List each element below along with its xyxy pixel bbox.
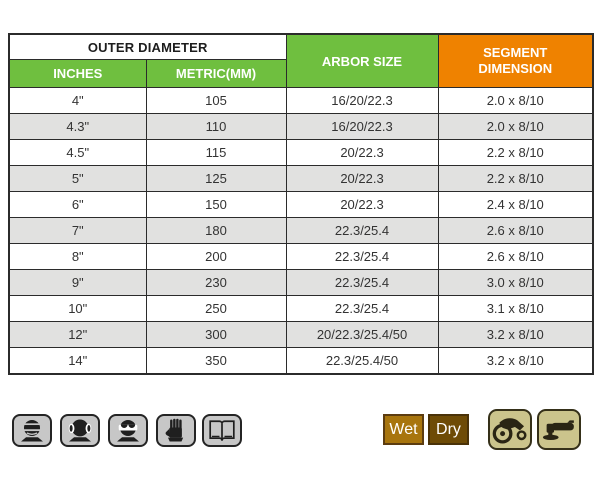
header-inches: INCHES xyxy=(9,60,146,88)
cell-inches: 4.3" xyxy=(9,114,146,140)
cell-arbor: 22.3/25.4 xyxy=(286,244,438,270)
cell-metric: 105 xyxy=(146,88,286,114)
cell-arbor: 16/20/22.3 xyxy=(286,114,438,140)
cell-segment: 2.6 x 8/10 xyxy=(438,244,593,270)
cell-inches: 9" xyxy=(9,270,146,296)
cell-segment: 3.0 x 8/10 xyxy=(438,270,593,296)
table-row xyxy=(9,88,593,114)
cell-arbor: 22.3/25.4 xyxy=(286,296,438,322)
cell-metric: 150 xyxy=(146,192,286,218)
cell-inches: 5" xyxy=(9,166,146,192)
cell-arbor: 20/22.3/25.4/50 xyxy=(286,322,438,348)
cell-segment: 2.0 x 8/10 xyxy=(438,88,593,114)
cell-arbor: 22.3/25.4 xyxy=(286,270,438,296)
cell-inches: 6" xyxy=(9,192,146,218)
eye-protection-icon xyxy=(12,414,52,447)
cell-inches: 14" xyxy=(9,348,146,375)
header-arbor-size: ARBOR SIZE xyxy=(286,34,438,88)
header-metric-mm: METRIC(MM) xyxy=(146,60,286,88)
cell-metric: 180 xyxy=(146,218,286,244)
cell-arbor: 20/22.3 xyxy=(286,166,438,192)
table-row xyxy=(9,114,593,140)
table-row xyxy=(9,140,593,166)
cell-inches: 12" xyxy=(9,322,146,348)
cell-arbor: 22.3/25.4 xyxy=(286,218,438,244)
protective-gloves-icon xyxy=(156,414,196,447)
cell-segment: 2.2 x 8/10 xyxy=(438,140,593,166)
table-row xyxy=(9,270,593,296)
table-row xyxy=(9,322,593,348)
table-row xyxy=(9,348,593,375)
header-outer-diameter: OUTER DIAMETER xyxy=(9,34,286,60)
angle-grinder-icon xyxy=(537,409,581,450)
cell-metric: 350 xyxy=(146,348,286,375)
table-row xyxy=(9,218,593,244)
table-row xyxy=(9,166,593,192)
read-manual-icon xyxy=(202,414,242,447)
cell-inches: 7" xyxy=(9,218,146,244)
cell-segment: 2.4 x 8/10 xyxy=(438,192,593,218)
cell-segment: 2.2 x 8/10 xyxy=(438,166,593,192)
ear-protection-icon xyxy=(60,414,100,447)
cell-segment: 2.0 x 8/10 xyxy=(438,114,593,140)
diamond-blade-spec-table xyxy=(8,33,594,375)
dust-mask-goggles-icon xyxy=(108,414,148,447)
cell-inches: 10" xyxy=(9,296,146,322)
table-row xyxy=(9,296,593,322)
table-row xyxy=(9,192,593,218)
cell-metric: 250 xyxy=(146,296,286,322)
cell-segment: 2.6 x 8/10 xyxy=(438,218,593,244)
cell-arbor: 20/22.3 xyxy=(286,192,438,218)
cell-inches: 4.5" xyxy=(9,140,146,166)
cell-inches: 8" xyxy=(9,244,146,270)
header-segment-dimension: SEGMENT DIMENSION xyxy=(438,34,593,88)
cell-metric: 115 xyxy=(146,140,286,166)
cell-metric: 110 xyxy=(146,114,286,140)
cell-segment: 3.1 x 8/10 xyxy=(438,296,593,322)
cell-arbor: 16/20/22.3 xyxy=(286,88,438,114)
cell-metric: 200 xyxy=(146,244,286,270)
cell-metric: 230 xyxy=(146,270,286,296)
cell-arbor: 22.3/25.4/50 xyxy=(286,348,438,375)
cell-inches: 4" xyxy=(9,88,146,114)
dry-badge: Dry xyxy=(428,414,469,445)
wet-badge: Wet xyxy=(383,414,424,445)
table-row xyxy=(9,244,593,270)
cell-segment: 3.2 x 8/10 xyxy=(438,348,593,375)
cell-arbor: 20/22.3 xyxy=(286,140,438,166)
cell-segment: 3.2 x 8/10 xyxy=(438,322,593,348)
cell-metric: 125 xyxy=(146,166,286,192)
cutoff-saw-icon xyxy=(488,409,532,450)
cell-metric: 300 xyxy=(146,322,286,348)
